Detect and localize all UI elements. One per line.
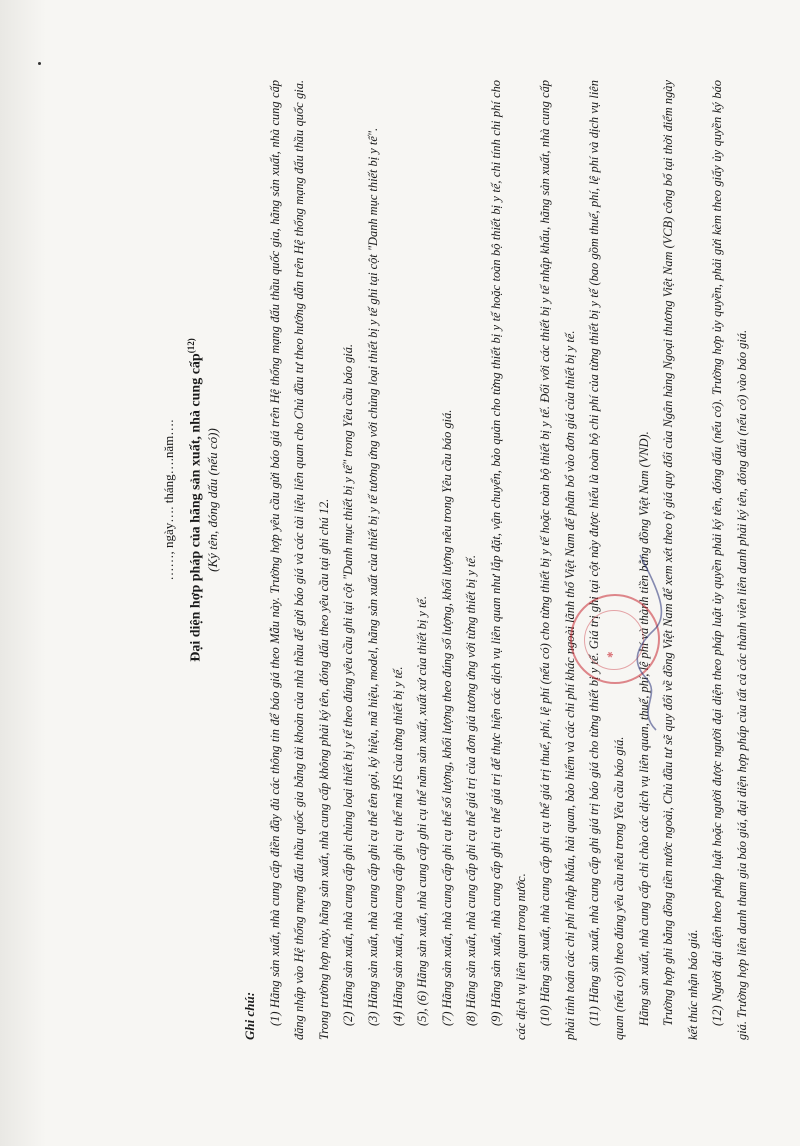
- signature-date-line: ……, ngày…. tháng….năm….: [161, 419, 176, 581]
- note-item: (4) Hãng sản xuất, nhà cung cấp ghi cụ thể mã HS của từng thiết bị y tế.: [390, 666, 405, 1026]
- signature-title-text: Đại diện hợp pháp của hãng sản xuất, nhà cung cấp: [188, 353, 204, 662]
- note-item: (10) Hãng sản xuất, nhà cung cấp ghi cụ thể giá trị thuế, phí, lệ phí (nếu có) cho từng thiết bị y tế hoặc toàn bộ thiết bị y tế. Đối với các thiết bị y tế nhập khẩu, hãng sản xuất, nhà cung cấp phải tính toán các chi phí nhập khẩu, hải quan, bảo hiểm và các chi phí khác ngoài lãnh thổ Việt Nam để phân bổ vào đơn giá của thiết bị y tế.: [538, 80, 577, 1040]
- signature-subtitle: (Ký tên, đóng dấu (nếu có)): [205, 428, 220, 572]
- note-item: Trường hợp ghi bằng đồng tiền nước ngoài, Chủ đầu tư sẽ quy đổi về đồng Việt Nam để xem xét theo tỷ giá quy đổi của Ngân hàng Ngoại thương Việt Nam (VCB) công bố tại thời điểm ngày kết thúc nhận báo giá.: [661, 80, 700, 1040]
- note-item: (2) Hãng sản xuất, nhà cung cấp ghi chủng loại thiết bị y tế theo đúng yêu cầu ghi tại cột "Danh mục thiết bị y tế" trong Yêu cầu báo giá.: [341, 343, 356, 1026]
- scan-speck: [38, 62, 41, 65]
- note-item: (8) Hãng sản xuất, nhà cung cấp ghi cụ thể giá trị của đơn giá tương ứng với từng thiết bị y tế.: [464, 555, 479, 1026]
- note-item: (3) Hãng sản xuất, nhà cung cấp ghi cụ thể tên gọi, ký hiệu, mã hiệu, model, hãng sản xuất của thiết bị y tế tương ứng với chủng loại thiết bị y tế ghi tại cột "Danh mục thiết bị y tế".: [365, 127, 380, 1026]
- signature-block: [158, 290, 224, 710]
- note-item: (5), (6) Hãng sản xuất, nhà cung cấp ghi cụ thể năm sản xuất, xuất xứ của thiết bị y tế.: [415, 595, 430, 1026]
- signature-title-note: (12): [186, 338, 196, 354]
- stamp-mark: ✱: [606, 651, 615, 658]
- scan-edge-shadow: [0, 0, 46, 1146]
- note-item: Hãng sản xuất, nhà cung cấp chỉ chào các dịch vụ liên quan, thuế, phí, lệ phí và thành tiền bằng đồng Việt Nam (VND).: [636, 431, 651, 1026]
- rotated-content: [158, 70, 749, 1040]
- note-item: (1) Hãng sản xuất, nhà cung cấp điền đầy đủ các thông tin để báo giá theo Mẫu này. Trường hợp yêu cầu gửi báo giá trên Hệ thống mạng đấu thầu quốc gia, hãng sản xuất, nhà cung cấp đăng nhập vào Hệ thống mạng đấu thầu quốc gia bằng tài khoản của nhà thầu để gửi báo giá và các tài liệu liên quan cho Chủ đầu tư theo hướng dẫn trên Hệ thống mạng đấu thầu quốc gia. Trong trường hợp này, hãng sản xuất, nhà cung cấp không phải ký tên, đóng dấu theo yêu cầu tại ghi chú 12.: [267, 80, 331, 1040]
- note-item: (12) Người đại diện theo pháp luật hoặc người được người đại diện theo pháp luật ủy quyền phải ký tên, đóng dấu (nếu có). Trường hợp ủy quyền, phải gửi kèm theo giấy ủy quyền ký báo giá. Trường hợp liên danh tham gia báo giá, đại diện hợp pháp của tất cả các thành viên liên danh phải ký tên, đóng dấu (nếu có) vào báo giá.: [710, 80, 749, 1040]
- notes-heading: Ghi chú:: [242, 991, 257, 1040]
- signature-title: [180, 290, 202, 710]
- notes-section: [238, 80, 754, 1040]
- note-item: (9) Hãng sản xuất, nhà cung cấp ghi cụ thể giá trị để thực hiện các dịch vụ liên quan như lắp đặt, vận chuyển, bảo quản cho từng thiết bị y tế hoặc toàn bộ thiết bị y tế, chi tính chi phí cho các dịch vụ liên quan trong nước.: [488, 80, 528, 1040]
- note-item: (7) Hãng sản xuất, nhà cung cấp ghi cụ thể số lượng, khối lượng theo đúng số lượng, khối lượng nêu trong Yêu cầu báo giá.: [439, 409, 454, 1026]
- note-item: (11) Hãng sản xuất, nhà cung cấp ghi giá trị báo giá cho từng thiết bị y tế. Giá trị ghi tại cột này được hiểu là toàn bộ chi phí của từng thiết bị y tế (bao gồm thuế, phí, lệ phí và dịch vụ liên quan (nếu có)) theo đúng yêu cầu nêu trong Yêu cầu báo giá.: [587, 80, 626, 1040]
